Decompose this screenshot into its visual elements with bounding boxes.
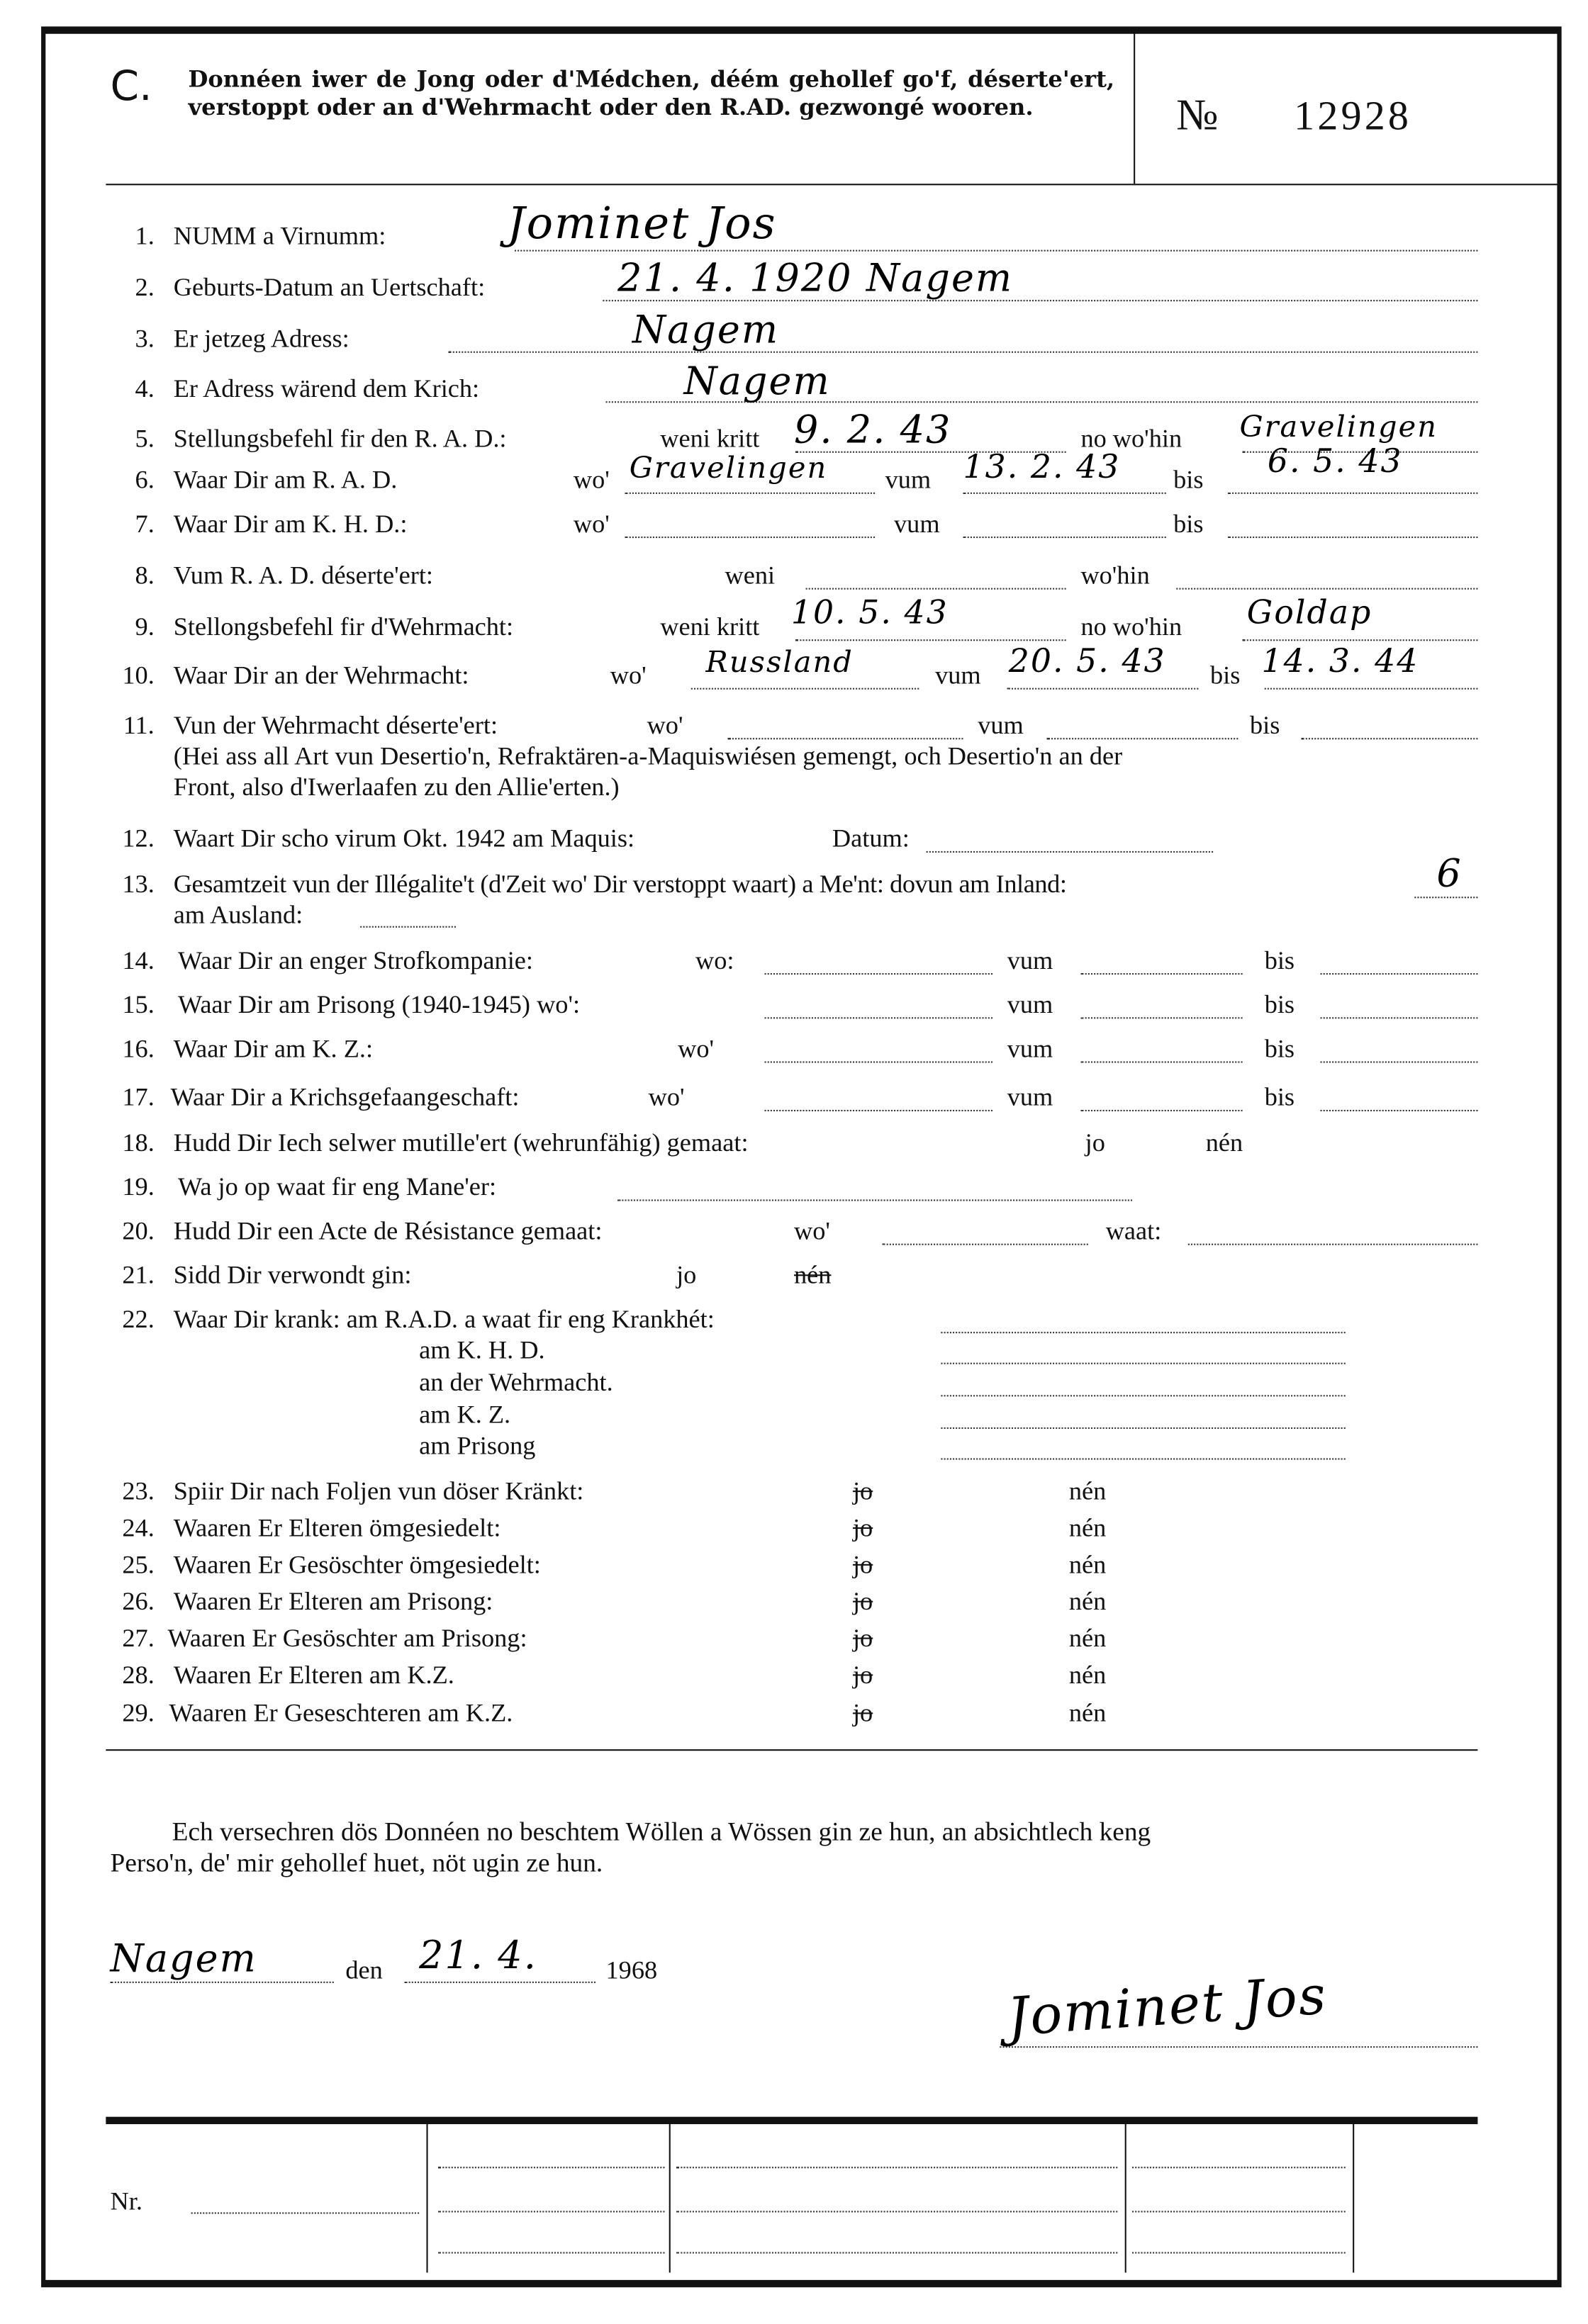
row-number: 15. [122, 989, 155, 1019]
from-label: vum [885, 464, 932, 494]
table-field[interactable] [676, 2167, 1117, 2168]
from-label: vum [1007, 945, 1053, 975]
row-label: Waaren Er Elteren am Prisong: [173, 1585, 493, 1616]
row-label: Waaren Er Gesöschter ömgesiedelt: [173, 1549, 541, 1579]
row-label: NUMM a Virnumm: [173, 220, 386, 250]
abroad-label: am Ausland: [173, 899, 303, 929]
row-label: Waar Dir am K. Z.: [173, 1033, 374, 1063]
where-label: wo' [648, 1082, 685, 1111]
from-value: 20. 5. 43 [1008, 644, 1166, 681]
row-number: 25. [122, 1549, 155, 1579]
where-field[interactable] [625, 493, 875, 494]
to-field[interactable] [1302, 738, 1478, 739]
to-label: bis [1173, 508, 1204, 539]
section-letter: C. [110, 62, 152, 111]
when-label: weni kritt [660, 611, 760, 641]
illness-field[interactable] [941, 1427, 1345, 1429]
where-label: wo' [793, 1216, 830, 1245]
where-field[interactable] [625, 537, 875, 538]
where-field[interactable] [1243, 639, 1478, 641]
address-value: Nagem [632, 308, 780, 353]
table-field[interactable] [1132, 2211, 1346, 2212]
row-label: Vun der Wehrmacht déserte'ert: [173, 709, 498, 740]
table-field[interactable] [438, 2252, 664, 2253]
where-field[interactable] [765, 1017, 992, 1018]
row-label: Vum R. A. D. déserte'ert: [173, 560, 434, 590]
row-label: Er Adress wärend dem Krich: [173, 373, 480, 403]
yes-option-struck[interactable]: jo [852, 1697, 873, 1728]
illness-field[interactable] [941, 1332, 1345, 1333]
yes-option[interactable]: jo [676, 1259, 697, 1289]
where-value: Gravelingen [1239, 408, 1438, 444]
yes-option-struck[interactable]: jo [852, 1512, 873, 1542]
row-label: Stellongsbefehl fir d'Wehrmacht: [173, 611, 514, 641]
date-label: Datum: [832, 823, 910, 853]
illness-field[interactable] [941, 1458, 1345, 1459]
where-label: no wo'hin [1080, 423, 1182, 453]
row-label: Wa jo op waat fir eng Mane'er: [177, 1172, 497, 1201]
nr-label: Nr. [110, 2186, 142, 2216]
what-field[interactable] [1188, 1244, 1478, 1245]
where-label: wo: [695, 945, 734, 975]
row-number: 24. [122, 1512, 155, 1542]
where-label: wo' [573, 508, 610, 539]
den-label: den [345, 1955, 383, 1985]
nr-field[interactable] [191, 2212, 419, 2213]
row-label: Waaren Er Gesöschter am Prisong: [167, 1622, 527, 1653]
row-label: Waar Dir a Krichsgefaangeschaft: [170, 1082, 520, 1111]
row-label: Waar Dir am K. H. D.: [173, 508, 408, 539]
declaration-text: Ech versechren dös Donnéen no beschtem Wöllen a Wössen gin ze hun, an absichtlech keng [172, 1817, 1151, 1847]
date-field[interactable] [927, 851, 1213, 853]
where-value: Russland [705, 644, 854, 680]
row-label: Gesamtzeit vun der Illégalite't (d'Zeit wo' Dir verstoppt waart) a Me'nt: dovun am Inland: [173, 868, 1067, 899]
to-label: bis [1173, 464, 1204, 494]
from-field[interactable] [1047, 738, 1238, 739]
where-field[interactable] [765, 1061, 992, 1062]
row-number: 12. [122, 823, 155, 853]
from-label: vum [1007, 1033, 1053, 1063]
from-field[interactable] [963, 493, 1166, 494]
row-number: 6. [135, 464, 155, 494]
row-note: Front, also d'Iwerlaafen zu den Allie'erten.) [173, 771, 620, 802]
to-label: bis [1209, 660, 1241, 690]
row-number: 19. [122, 1172, 155, 1201]
where-field[interactable] [691, 688, 919, 690]
sub-label: am K. Z. [419, 1399, 511, 1429]
table-field[interactable] [438, 2167, 664, 2168]
to-field[interactable] [1321, 1110, 1478, 1111]
from-field[interactable] [1080, 1110, 1242, 1111]
address-field[interactable] [449, 352, 1478, 353]
row-number: 23. [122, 1476, 155, 1505]
row-number: 13. [122, 868, 155, 899]
where-field[interactable] [765, 973, 992, 975]
when-value: 10. 5. 43 [790, 595, 949, 632]
when-field[interactable] [795, 639, 1066, 641]
from-label: vum [978, 709, 1024, 740]
to-value: 14. 3. 44 [1261, 644, 1419, 681]
row-number: 10. [122, 660, 155, 690]
yes-option-struck[interactable]: jo [852, 1585, 873, 1616]
row-number: 1. [135, 220, 155, 250]
name-field[interactable] [515, 250, 1478, 252]
to-field[interactable] [1321, 1061, 1478, 1062]
row-label: Waar Dir an enger Strofkompanie: [177, 945, 533, 975]
yes-option-struck[interactable]: jo [852, 1549, 873, 1579]
date-field[interactable] [404, 1982, 596, 1983]
table-divider [426, 2123, 427, 2273]
row-label: Stellungsbefehl fir den R. A. D.: [173, 423, 507, 453]
row-number: 7. [135, 508, 155, 539]
where-label: wo' [573, 464, 610, 494]
where-label: wo' [678, 1033, 715, 1063]
row-number: 22. [122, 1303, 155, 1334]
illness-field[interactable] [941, 1395, 1345, 1396]
row-number: 3. [135, 323, 155, 353]
section-rule [106, 1749, 1477, 1751]
row-number: 4. [135, 373, 155, 403]
place-field[interactable] [111, 1982, 334, 1983]
to-field[interactable] [1321, 973, 1478, 975]
from-label: vum [1007, 1082, 1053, 1111]
row-number: 27. [122, 1622, 155, 1653]
where-value: Gravelingen [629, 449, 828, 485]
row-number: 20. [122, 1216, 155, 1245]
yes-option-struck[interactable]: jo [852, 1622, 873, 1653]
row-number: 2. [135, 271, 155, 302]
to-label: bis [1264, 945, 1295, 975]
row-number: 26. [122, 1585, 155, 1616]
sub-label: am Prisong [419, 1430, 536, 1460]
sub-label: an der Wehrmacht. [419, 1366, 613, 1397]
row-number: 5. [135, 423, 155, 453]
row-number: 9. [135, 611, 155, 641]
yes-option[interactable]: jo [1085, 1127, 1105, 1157]
to-label: bis [1249, 709, 1280, 740]
when-label: weni kritt [660, 423, 760, 453]
no-option-struck[interactable]: nén [793, 1259, 832, 1289]
where-label: wo' [647, 709, 683, 740]
table-top-rule [106, 2117, 1477, 2124]
row-number: 28. [122, 1659, 155, 1690]
row-label: Waar Dir an der Wehrmacht: [173, 660, 469, 690]
row-number: 17. [122, 1082, 155, 1111]
where-value: Goldap [1246, 595, 1372, 632]
row-label: Waaren Er Elteren am K.Z. [173, 1659, 454, 1690]
name-value: Jominet Jos [507, 198, 777, 250]
row-number: 16. [122, 1033, 155, 1063]
where-field[interactable] [1176, 588, 1477, 590]
no-option[interactable]: nén [1068, 1476, 1107, 1505]
row-number: 29. [122, 1697, 155, 1728]
signature: Jominet Jos [1005, 1965, 1329, 2049]
no-option[interactable]: nén [1068, 1697, 1107, 1728]
place-value: Nagem [110, 1937, 257, 1982]
illness-field[interactable] [941, 1363, 1345, 1364]
row-label: Waar Dir am R. A. D. [173, 464, 398, 494]
where-field[interactable] [765, 1110, 992, 1111]
form-title: Donnéen iwer de Jong oder d'Médchen, déém gehollef go'f, déserte'ert, verstoppt oder an d'Wehrmacht oder den R.AD. gezwongé wooren. [188, 64, 1115, 121]
row-label: Waar Dir am Prisong (1940-1945) wo': [177, 989, 581, 1019]
row-note: (Hei ass all Art vun Desertio'n, Refraktären-a-Maquiswiésen gemengt, och Desertio'n an der [173, 741, 1123, 770]
row-label: Geburts-Datum an Uertschaft: [173, 271, 486, 302]
table-field[interactable] [1132, 2167, 1346, 2168]
row-label: Waart Dir scho virum Okt. 1942 am Maquis: [173, 823, 635, 853]
from-field[interactable] [1080, 1061, 1242, 1062]
from-label: vum [894, 508, 940, 539]
no-option[interactable]: nén [1068, 1585, 1107, 1616]
table-divider [1353, 2123, 1354, 2273]
when-value: 9. 2. 43 [793, 408, 952, 453]
row-number: 11. [123, 709, 155, 740]
from-field[interactable] [963, 537, 1166, 538]
to-label: bis [1264, 989, 1295, 1019]
from-value: 13. 2. 43 [963, 449, 1121, 487]
inland-field[interactable] [1414, 897, 1477, 898]
from-label: vum [1007, 989, 1053, 1019]
no-option[interactable]: nén [1068, 1549, 1107, 1579]
row-number: 8. [135, 560, 155, 590]
declaration-text: Perso'n, de' mir gehollef huet, nöt ugin ze hun. [110, 1848, 603, 1877]
from-field[interactable] [1080, 973, 1242, 975]
where-field[interactable] [728, 738, 963, 739]
row-label: Waaren Er Geseschteren am K.Z. [169, 1697, 513, 1728]
war-address-value: Nagem [683, 360, 831, 405]
manner-field[interactable] [617, 1199, 1132, 1201]
to-label: bis [1264, 1082, 1295, 1111]
from-label: vum [935, 660, 981, 690]
when-field[interactable] [806, 588, 1066, 590]
row-label: Waaren Er Elteren ömgesiedelt: [173, 1512, 501, 1542]
row-label: Sidd Dir verwondt gin: [173, 1259, 412, 1289]
row-label: Hudd Dir een Acte de Résistance gemaat: [173, 1216, 603, 1245]
yes-option-struck[interactable]: jo [852, 1659, 873, 1690]
table-field[interactable] [438, 2211, 664, 2212]
row-label: Er jetzeg Adress: [173, 323, 350, 353]
table-field[interactable] [1132, 2252, 1346, 2253]
row-number: 18. [122, 1127, 155, 1157]
header-divider [1134, 29, 1135, 184]
table-divider [1125, 2123, 1126, 2273]
row-number: 14. [122, 945, 155, 975]
date-value: 21. 4. [419, 1934, 537, 1979]
birth-value: 21. 4. 1920 Nagem [617, 257, 1014, 302]
no-option[interactable]: nén [1068, 1512, 1107, 1542]
row-number: 21. [122, 1259, 155, 1289]
row-label: Spiir Dir nach Foljen vun döser Kränkt: [173, 1476, 584, 1505]
to-value: 6. 5. 43 [1267, 444, 1403, 481]
yes-option-struck[interactable]: jo [852, 1476, 873, 1505]
what-label: waat: [1105, 1216, 1162, 1245]
to-field[interactable] [1228, 537, 1478, 538]
no-option[interactable]: nén [1068, 1622, 1107, 1653]
inland-value: 6 [1436, 852, 1463, 897]
abroad-field[interactable] [360, 926, 456, 928]
header-rule [106, 184, 1558, 185]
when-label: weni [725, 560, 776, 590]
table-field[interactable] [676, 2211, 1117, 2212]
from-field[interactable] [1007, 688, 1199, 690]
form-number: 12928 [1294, 94, 1412, 140]
to-field[interactable] [1321, 1017, 1478, 1018]
no-option[interactable]: nén [1068, 1659, 1107, 1690]
where-field[interactable] [882, 1244, 1087, 1245]
signature-field[interactable] [1000, 2046, 1477, 2048]
where-label: wo'hin [1080, 560, 1150, 590]
where-label: wo' [610, 660, 647, 690]
to-field[interactable] [1228, 493, 1478, 494]
sub-label: am K. H. D. [419, 1335, 545, 1364]
row-label: Hudd Dir Iech selwer mutille'ert (wehrunfähig) gemaat: [173, 1127, 749, 1157]
to-label: bis [1264, 1033, 1295, 1063]
to-field[interactable] [1265, 688, 1478, 690]
from-field[interactable] [1080, 1017, 1242, 1018]
table-field[interactable] [676, 2252, 1117, 2253]
year-label: 1968 [605, 1955, 658, 1985]
where-label: no wo'hin [1080, 611, 1182, 641]
number-sign: № [1176, 91, 1219, 140]
row-label: Waar Dir krank: am R.A.D. a waat fir eng Krankhét: [173, 1303, 715, 1334]
no-option[interactable]: nén [1205, 1127, 1243, 1157]
table-divider [669, 2123, 671, 2273]
